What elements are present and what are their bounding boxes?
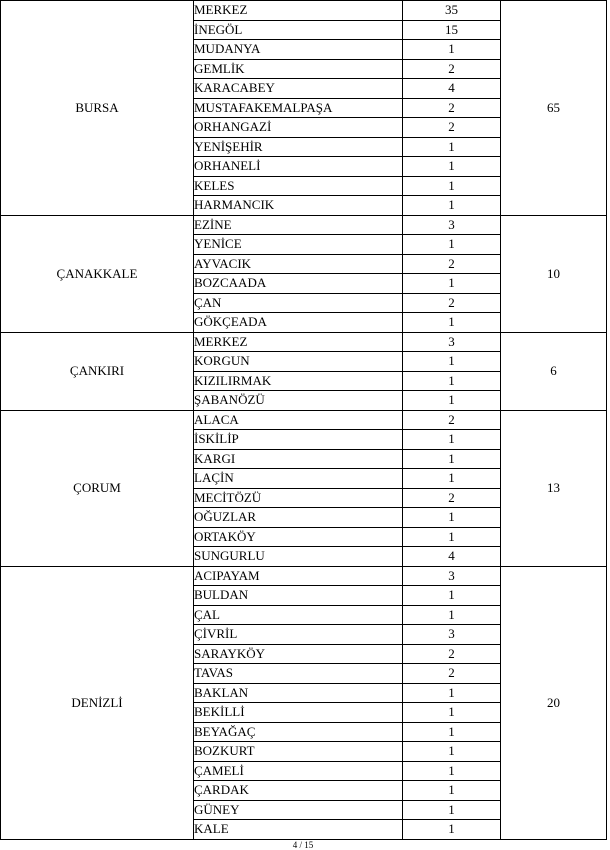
district-name: TAVAS (194, 664, 403, 684)
district-count: 2 (403, 118, 501, 138)
table-body (1, 1, 607, 840)
district-name: MERKEZ (194, 1, 403, 21)
district-count: 35 (403, 1, 501, 21)
district-count: 2 (403, 664, 501, 684)
district-name: BOZKURT (194, 742, 403, 762)
district-count: 1 (403, 391, 501, 411)
district-name: BEKİLLİ (194, 703, 403, 723)
district-count: 1 (403, 722, 501, 742)
district-count: 3 (403, 215, 501, 235)
district-count: 1 (403, 137, 501, 157)
district-count: 1 (403, 313, 501, 333)
district-name: ÇARDAK (194, 781, 403, 801)
district-name: MUDANYA (194, 40, 403, 60)
district-name: OĞUZLAR (194, 508, 403, 528)
district-count: 1 (403, 371, 501, 391)
district-count: 4 (403, 79, 501, 99)
district-name: KORGUN (194, 352, 403, 372)
district-count: 3 (403, 566, 501, 586)
district-name: İSKİLİP (194, 430, 403, 450)
district-name: ÇİVRİL (194, 625, 403, 645)
district-count: 3 (403, 332, 501, 352)
table-row (1, 332, 607, 352)
district-name: GÜNEY (194, 800, 403, 820)
district-name: YENİCE (194, 235, 403, 255)
province-total: 20 (501, 566, 607, 839)
district-count: 1 (403, 176, 501, 196)
district-name: ACIPAYAM (194, 566, 403, 586)
district-name: YENİŞEHİR (194, 137, 403, 157)
province-total: 65 (501, 1, 607, 216)
district-count: 1 (403, 196, 501, 216)
district-count: 1 (403, 586, 501, 606)
district-name: BEYAĞAÇ (194, 722, 403, 742)
district-name: KARGI (194, 449, 403, 469)
district-count: 1 (403, 761, 501, 781)
district-count: 2 (403, 59, 501, 79)
district-count: 1 (403, 469, 501, 489)
province-total: 6 (501, 332, 607, 410)
district-count: 2 (403, 488, 501, 508)
district-count: 1 (403, 605, 501, 625)
province-name: ÇORUM (1, 410, 194, 566)
district-count: 1 (403, 449, 501, 469)
district-count: 1 (403, 742, 501, 762)
district-name: KELES (194, 176, 403, 196)
district-name: ALACA (194, 410, 403, 430)
district-count: 1 (403, 235, 501, 255)
province-name: DENİZLİ (1, 566, 194, 839)
district-name: LAÇİN (194, 469, 403, 489)
district-name: AYVACIK (194, 254, 403, 274)
district-name: GÖKÇEADA (194, 313, 403, 333)
district-count: 1 (403, 430, 501, 450)
table-row (1, 566, 607, 586)
district-name: GEMLİK (194, 59, 403, 79)
district-count: 1 (403, 820, 501, 840)
district-count: 1 (403, 40, 501, 60)
district-name: ÇAMELİ (194, 761, 403, 781)
table-row (1, 410, 607, 430)
page-number: 4 / 15 (292, 840, 314, 850)
district-name: KIZILIRMAK (194, 371, 403, 391)
district-count: 1 (403, 157, 501, 177)
district-count: 1 (403, 781, 501, 801)
district-count: 3 (403, 625, 501, 645)
district-count: 1 (403, 274, 501, 294)
district-name: ÇAN (194, 293, 403, 313)
table-row (1, 215, 607, 235)
province-name: ÇANAKKALE (1, 215, 194, 332)
district-count: 1 (403, 703, 501, 723)
table-row (1, 1, 607, 21)
district-count: 2 (403, 254, 501, 274)
district-name: MERKEZ (194, 332, 403, 352)
district-name: ORHANELİ (194, 157, 403, 177)
district-name: HARMANCIK (194, 196, 403, 216)
province-total: 10 (501, 215, 607, 332)
district-count: 15 (403, 20, 501, 40)
district-count: 2 (403, 293, 501, 313)
district-count: 1 (403, 527, 501, 547)
district-count: 4 (403, 547, 501, 567)
province-name: BURSA (1, 1, 194, 216)
district-name: KARACABEY (194, 79, 403, 99)
district-count: 1 (403, 352, 501, 372)
district-count: 2 (403, 644, 501, 664)
district-name: EZİNE (194, 215, 403, 235)
province-total: 13 (501, 410, 607, 566)
district-name: BULDAN (194, 586, 403, 606)
district-name: BAKLAN (194, 683, 403, 703)
district-name: SARAYKÖY (194, 644, 403, 664)
district-name: ORTAKÖY (194, 527, 403, 547)
district-name: İNEGÖL (194, 20, 403, 40)
district-count: 2 (403, 98, 501, 118)
district-name: ŞABANÖZÜ (194, 391, 403, 411)
district-name: SUNGURLU (194, 547, 403, 567)
district-name: ORHANGAZİ (194, 118, 403, 138)
district-count: 1 (403, 508, 501, 528)
district-count: 1 (403, 800, 501, 820)
district-name: KALE (194, 820, 403, 840)
district-name: BOZCAADA (194, 274, 403, 294)
district-name: MECİTÖZÜ (194, 488, 403, 508)
province-name: ÇANKIRI (1, 332, 194, 410)
district-count: 1 (403, 683, 501, 703)
district-name: ÇAL (194, 605, 403, 625)
district-count: 2 (403, 410, 501, 430)
district-name: MUSTAFAKEMALPAŞA (194, 98, 403, 118)
